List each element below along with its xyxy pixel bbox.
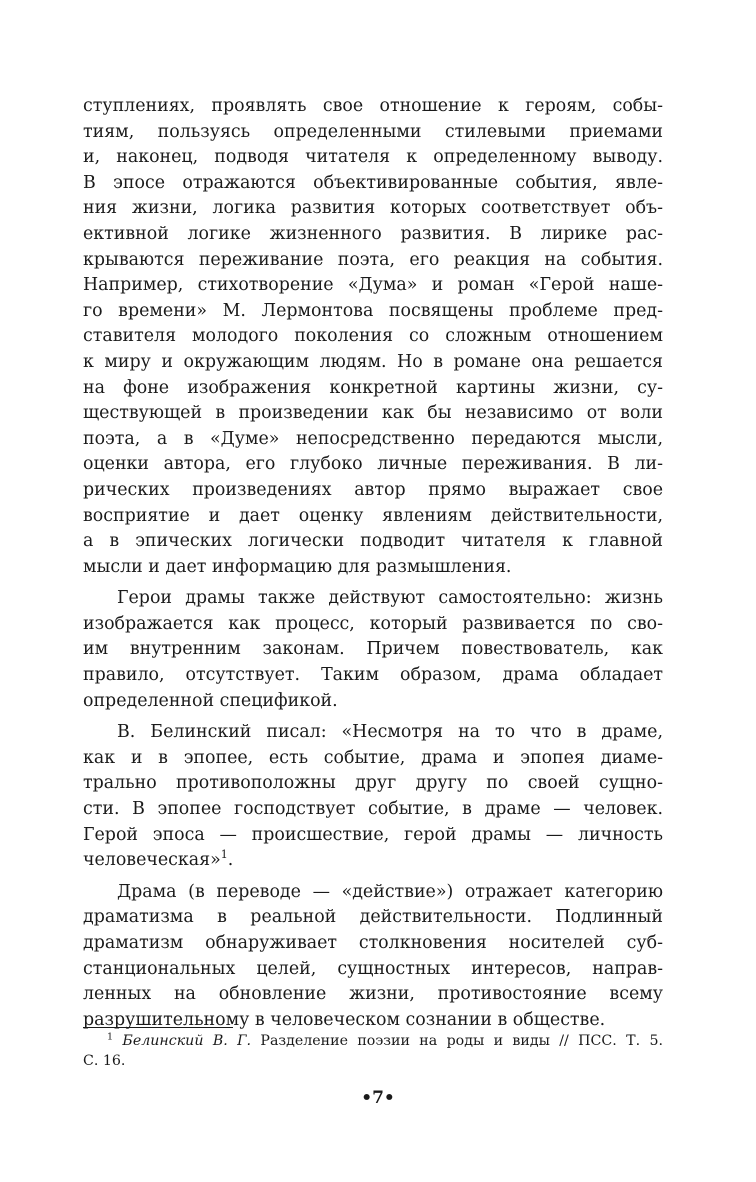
- paragraph-4: [83, 880, 663, 1034]
- footnote: [83, 1031, 663, 1071]
- text-line: оценки автора, его глубоко личные переживания. В ли-: [83, 454, 663, 475]
- text-line: драматизма в реальной действительности. Подлинный: [83, 907, 663, 928]
- footnote-divider: [83, 1027, 233, 1028]
- text-line: трально противоположны друг другу по своей сущно-: [83, 773, 663, 794]
- text-line: мысли и дает информацию для размышления.: [83, 556, 512, 577]
- text-line: тиям, пользуясь определенными стилевыми приемами: [83, 121, 663, 142]
- paragraph-2: [83, 586, 663, 714]
- text-line: а в эпических логически подводит читателя к главной: [83, 531, 663, 552]
- text-line: станциональных целей, сущностных интересов, направ-: [83, 958, 663, 979]
- text-line: В эпосе отражаются объективированные события, явле-: [83, 172, 663, 193]
- quote-end-text: человеческая»: [83, 850, 221, 871]
- text-line: им внутренним законам. Причем повествователь, как: [83, 639, 663, 660]
- footnote-source: Разделение поэзии на роды и виды // ПСС. Т. 5.: [251, 1033, 664, 1049]
- text-line: крываются переживание поэта, его реакция на события.: [83, 249, 663, 270]
- text-line: разрушительному в человеческом сознании в обществе.: [83, 1009, 606, 1030]
- page-number: •7•: [361, 1088, 395, 1108]
- text-line: поэта, а в «Думе» непосредственно передаются мысли,: [83, 428, 663, 449]
- text-line: как и в эпопее, есть событие, драма и эпопея диаме-: [83, 747, 663, 768]
- text-line: Например, стихотворение «Дума» и роман «Герой наше-: [83, 275, 663, 296]
- text-line: восприятие и дает оценку явлениям действительности,: [83, 505, 663, 526]
- text-line: рических произведениях автор прямо выражает свое: [83, 479, 663, 500]
- text-line: человеческая»$^1$.: [83, 848, 234, 871]
- text-line: к миру и окружающим людям. Но в романе она решается: [83, 351, 663, 372]
- text-line: ективной логике жизненного развития. В лирике рас-: [83, 223, 663, 244]
- paragraph-1: [83, 94, 663, 580]
- text-line: ставителя молодого поколения со сложным отношением: [83, 326, 663, 347]
- text-line: Герои драмы также действуют самостоятельно: жизнь: [117, 588, 663, 609]
- footnote-line: С. 16.: [83, 1053, 126, 1069]
- text-line: сти. В эпопее господствует событие, в драме — человек.: [83, 799, 663, 820]
- text-line: ступлениях, проявлять свое отношение к героям, собы-: [83, 96, 663, 116]
- footnote-reference[interactable]: 1: [220, 848, 228, 862]
- text-line: драматизм обнаруживает столкновения носителей суб-: [83, 933, 663, 953]
- text-line: правило, отсутствует. Таким образом, драма обладает: [83, 665, 663, 686]
- paragraph-3: [83, 720, 663, 874]
- text-line: ленных на обновление жизни, противостояние всему: [83, 984, 663, 1005]
- footnote-marker: 1: [107, 1031, 114, 1043]
- footnote-line: [83, 1031, 663, 1051]
- text-line: ния жизни, логика развития которых соответствует объ-: [83, 198, 663, 219]
- text-line: В. Белинский писал: «Несмотря на то что в драме,: [117, 722, 663, 743]
- footnote-author: Белинский В. Г.: [122, 1033, 252, 1049]
- text-line: изображается как процесс, который развивается по сво-: [83, 613, 663, 634]
- text-line: Герой эпоса — происшествие, герой драмы — личность: [83, 824, 663, 845]
- main-text: [83, 94, 663, 1033]
- text-line: го времени» М. Лермонтова посвящены проблеме пред-: [83, 300, 663, 321]
- text-line: и, наконец, подводя читателя к определенному выводу.: [83, 147, 663, 168]
- text-line: на фоне изображения конкретной картины жизни, су-: [83, 377, 663, 398]
- text-line: Драма (в переводе — «действие») отражает категорию: [117, 881, 663, 902]
- text-line: определенной спецификой.: [83, 690, 338, 711]
- text-line: ществующей в произведении как бы независимо от воли: [83, 403, 663, 424]
